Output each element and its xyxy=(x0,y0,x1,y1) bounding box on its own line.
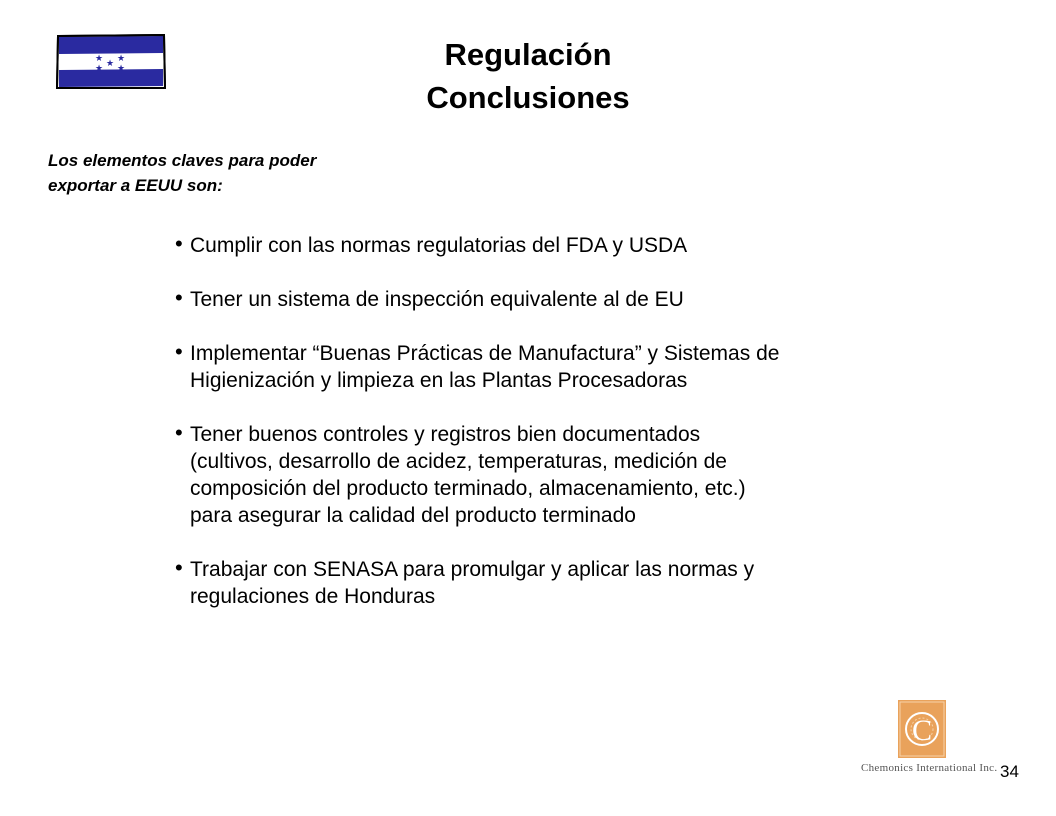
bullet-text: para asegurar la calidad del producto terminado xyxy=(190,504,636,527)
bullet-item xyxy=(175,286,975,313)
svg-text:★: ★ xyxy=(95,54,104,64)
svg-text:★: ★ xyxy=(117,54,126,64)
intro-text xyxy=(48,148,468,198)
bullet-item xyxy=(175,340,975,394)
bullet-dot-icon: • xyxy=(175,339,183,364)
bullet-dot-icon: • xyxy=(175,555,183,580)
bullet-item xyxy=(175,556,975,610)
slide-title: Regulación xyxy=(444,37,612,72)
bullet-text: Tener buenos controles y registros bien documentados xyxy=(190,423,701,446)
bullet-dot-icon: • xyxy=(175,285,183,310)
svg-text:★: ★ xyxy=(106,59,115,69)
svg-text:C: C xyxy=(911,714,933,747)
bullet-dot-icon: • xyxy=(175,231,183,256)
intro-line: exportar a EEUU son: xyxy=(48,176,223,195)
bullet-text: Tener un sistema de inspección equivalente al de EU xyxy=(190,288,684,311)
page-number: 34 xyxy=(1000,762,1019,781)
bullet-text: Higienización y limpieza en las Plantas Procesadoras xyxy=(190,369,688,392)
bullet-item xyxy=(175,232,975,259)
bullet-text: (cultivos, desarrollo de acidez, temperaturas, medición de xyxy=(190,450,727,473)
bullet-text: regulaciones de Honduras xyxy=(190,585,436,608)
slide-subtitle: Conclusiones xyxy=(426,80,630,115)
bullet-text: Cumplir con las normas regulatorias del FDA y USDA xyxy=(190,234,688,257)
bullet-item xyxy=(175,421,975,529)
svg-text:★: ★ xyxy=(117,64,126,74)
bullet-list xyxy=(175,232,975,637)
bullet-text: Trabajar con SENASA para promulgar y aplicar las normas y xyxy=(190,558,755,581)
bullet-dot-icon: • xyxy=(175,420,183,445)
company-logo-text: Chemonics International Inc. xyxy=(861,762,998,774)
chemonics-logo-icon xyxy=(898,700,946,758)
intro-line: Los elementos claves para poder xyxy=(48,151,317,170)
bullet-text: Implementar “Buenas Prácticas de Manufactura” y Sistemas de xyxy=(190,342,780,365)
svg-text:★: ★ xyxy=(95,64,104,74)
bullet-text: composición del producto terminado, almacenamiento, etc.) xyxy=(190,477,746,500)
